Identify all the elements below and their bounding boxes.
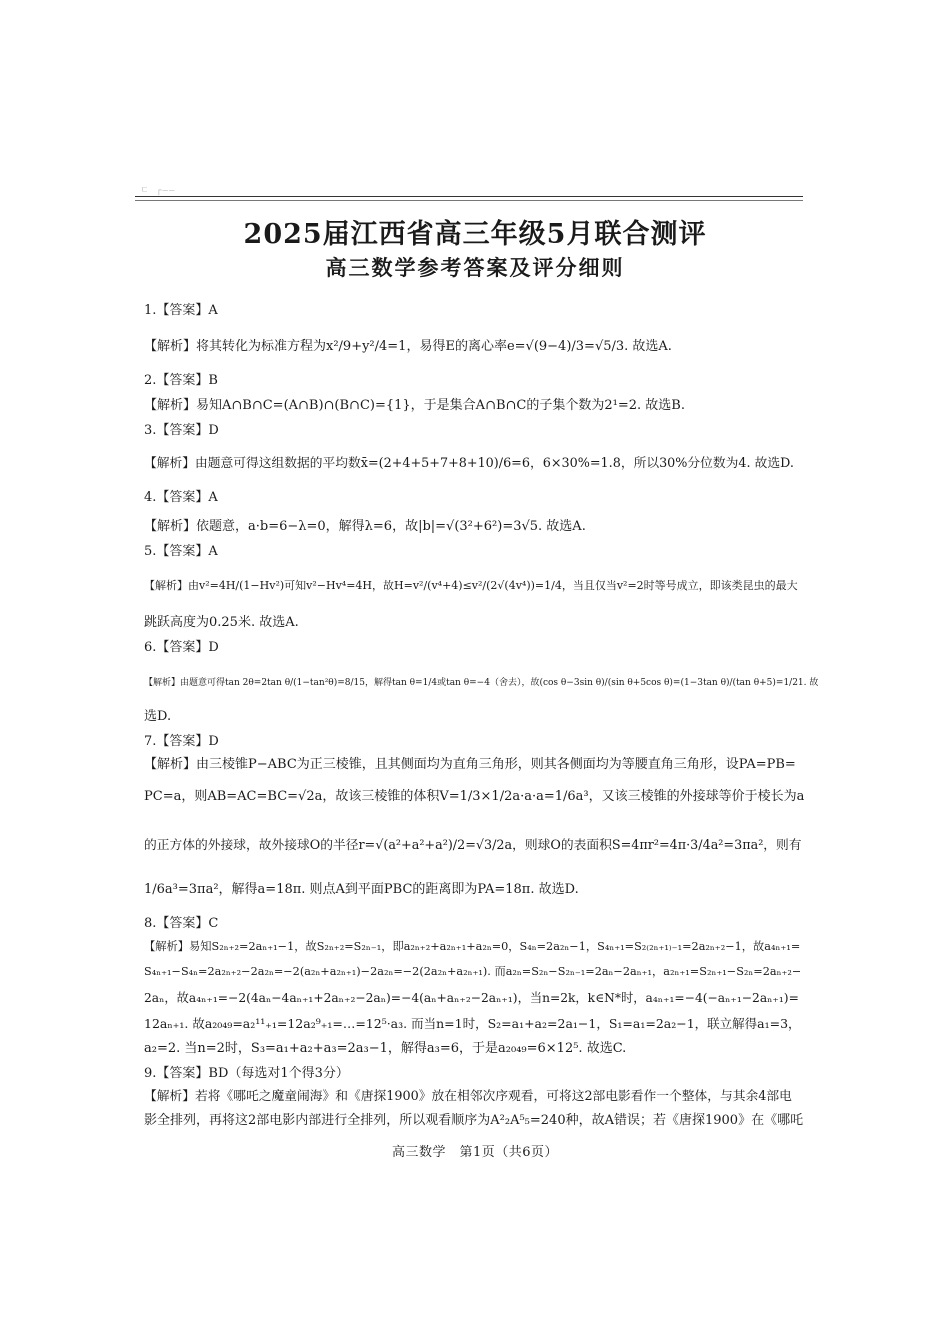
analysis-line: PC=a，则AB=AC=BC=√2a，故该三棱锥的体积V=1/3×1/2a·a·a=1/6a³，又该三棱锥的外接球等价于棱长为a <box>144 789 805 804</box>
answer-line: 6.【答案】D <box>144 640 219 655</box>
answer-line: 2.【答案】B <box>144 373 218 388</box>
analysis-line: 1/6a³=3πa²，解得a=18π. 则点A到平面PBC的距离即为PA=18π. 故选D. <box>144 882 579 897</box>
page-footer: 高三数学 第1页（共6页） <box>391 1145 559 1160</box>
analysis-line: 【解析】依题意，a·b=6−λ=0，解得λ=6，故|b|=√(3²+6²)=3√5. 故选A. <box>144 519 586 534</box>
analysis-line: 【解析】由三棱锥P−ABC为正三棱锥，且其侧面均为直角三角形，则其各侧面均为等腰直角三角形，设PA=PB= <box>144 757 796 772</box>
answer-line: 8.【答案】C <box>144 916 219 931</box>
page-title: 2025届江西省高三年级5月联合测评 <box>243 219 707 250</box>
analysis-line: 【解析】由题意可得tan 2θ=2tan θ/(1−tan²θ)=8/15，解得tan θ=1/4或tan θ=−4（舍去），故(cos θ−3sin θ)/(sin θ+5cos θ)=(1−3tan θ)/(tan θ+5)=1/21. 故 <box>144 678 819 688</box>
analysis-line: 影全排列，再将这2部电影内部进行全排列，所以观看顺序为A²₂A⁵₅=240种，故A错误；若《唐探1900》在《哪吒 <box>144 1113 804 1128</box>
analysis-line: 【解析】将其转化为标准方程为x²/9+y²/4=1，易得E的离心率e=√(9−4)/3=√5/3. 故选A. <box>144 339 672 354</box>
answer-line: 5.【答案】A <box>144 544 218 559</box>
analysis-line: 2aₙ，故a₄ₙ₊₁=−2(4aₙ−4aₙ₊₁+2aₙ₊₂−2aₙ)=−4(aₙ+aₙ₊₂−2aₙ₊₁)，当n=2k，k∈N*时，a₄ₙ₊₁=−4(−aₙ₊₁−2aₙ₊₁)= <box>144 991 799 1005</box>
analysis-line: 【解析】易知A∩B∩C=(A∩B)∩(B∩C)={1}，于是集合A∩B∩C的子集个数为2¹=2. 故选B. <box>144 398 685 413</box>
answer-line: 1.【答案】A <box>144 303 218 318</box>
analysis-line: 【解析】易知S₂ₙ₊₂=2aₙ₊₁−1，故S₂ₙ₊₂=S₂ₙ₋₁，即a₂ₙ₊₂+a₂ₙ₊₁+a₂ₙ=0，S₄ₙ=2a₂ₙ−1，S₄ₙ₊₁=S₂₍₂ₙ₊₁₎₋₁=2a₂ₙ₊₂−1，故a₄ₙ₊₁= <box>144 940 801 953</box>
scan-artifact: ㄷ ┌—— <box>140 186 176 196</box>
analysis-line: 【解析】若将《哪吒之魔童闹海》和《唐探1900》放在相邻次序观看，可将这2部电影看作一个整体，与其余4部电 <box>144 1089 792 1104</box>
analysis-line: 【解析】由v²=4H/(1−Hv²)可知v²−Hv⁴=4H，故H=v²/(v⁴+4)≤v²/(2√(4v⁴))=1/4，当且仅当v²=2时等号成立，即该类昆虫的最大 <box>144 579 798 592</box>
analysis-line: 【解析】由题意可得这组数据的平均数x̄=(2+4+5+7+8+10)/6=6，6×30%=1.8，所以30%分位数为4. 故选D. <box>144 456 794 471</box>
answer-line: 3.【答案】D <box>144 423 219 438</box>
analysis-line: S₄ₙ₊₁−S₄ₙ=2a₂ₙ₊₂−2a₂ₙ=−2(a₂ₙ+a₂ₙ₊₁)−2a₂ₙ=−2(2a₂ₙ+a₂ₙ₊₁). 而a₂ₙ=S₂ₙ−S₂ₙ₋₁=2aₙ−2aₙ₊₁，a₂ₙ₊₁=S₂ₙ₊₁−S₂ₙ=2aₙ₊₂− <box>144 965 802 978</box>
page-subtitle: 高三数学参考答案及评分细则 <box>325 256 625 280</box>
analysis-line: a₂=2. 当n=2时，S₃=a₁+a₂+a₃=2a₃−1，解得a₃=6，于是a₂₀₄₉=6×12⁵. 故选C. <box>144 1041 627 1056</box>
analysis-line: 跳跃高度为0.25米. 故选A. <box>144 615 299 630</box>
answer-line: 9.【答案】BD（每选对1个得3分） <box>144 1066 349 1081</box>
answer-line: 7.【答案】D <box>144 734 219 749</box>
analysis-line: 12aₙ₊₁. 故a₂₀₄₉=a₂¹¹₊₁=12a₂⁹₊₁=…=12⁵·a₃. 而当n=1时，S₂=a₁+a₂=2a₁−1，S₁=a₁=2a₂−1，联立解得a₁=3， <box>144 1016 801 1031</box>
header-rule <box>135 196 803 201</box>
analysis-line: 的正方体的外接球，故外接球O的半径r=√(a²+a²+a²)/2=√3/2a，则球O的表面积S=4πr²=4π·3/4a²=3πa²，则有 <box>144 838 802 853</box>
answer-line: 4.【答案】A <box>144 490 218 505</box>
analysis-line: 选D. <box>144 709 172 724</box>
